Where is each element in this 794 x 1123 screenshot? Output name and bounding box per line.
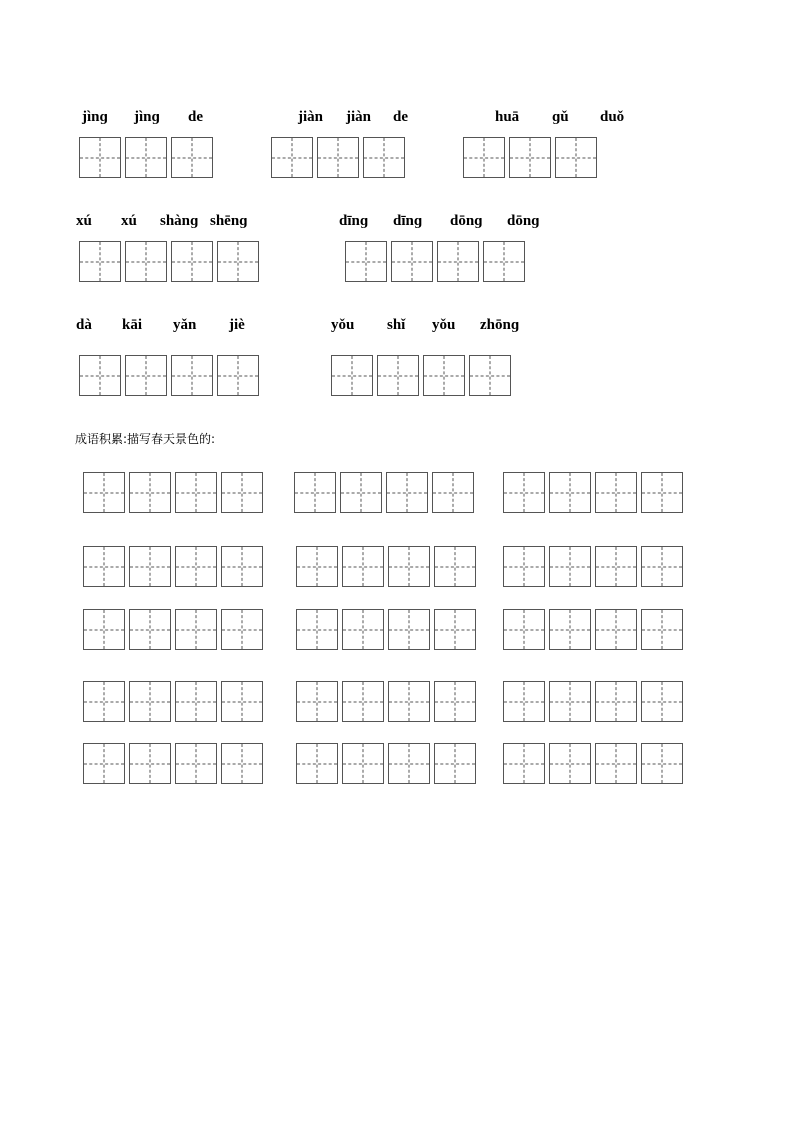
writing-grid-box[interactable] [549, 743, 591, 784]
writing-grid-box[interactable] [641, 609, 683, 650]
writing-grid-box[interactable] [437, 241, 479, 282]
writing-grid-box[interactable] [386, 472, 428, 513]
writing-grid-box[interactable] [271, 137, 313, 178]
idiom-box-group [503, 681, 683, 722]
writing-grid-box[interactable] [434, 743, 476, 784]
writing-grid-box[interactable] [129, 609, 171, 650]
writing-grid-box[interactable] [221, 743, 263, 784]
idiom-box-group [83, 609, 263, 650]
writing-grid-box[interactable] [129, 743, 171, 784]
writing-grid-box[interactable] [434, 681, 476, 722]
idiom-box-group [296, 743, 476, 784]
writing-grid-box[interactable] [221, 609, 263, 650]
pinyin-syllable: huā [495, 109, 520, 125]
writing-grid-box[interactable] [79, 241, 121, 282]
writing-grid-box[interactable] [549, 609, 591, 650]
writing-grid-box[interactable] [217, 241, 259, 282]
writing-grid-box[interactable] [595, 609, 637, 650]
writing-grid-box[interactable] [294, 472, 336, 513]
writing-grid-box[interactable] [345, 241, 387, 282]
writing-grid-box[interactable] [129, 472, 171, 513]
writing-grid-box[interactable] [391, 241, 433, 282]
pinyin-syllable: xú [121, 213, 137, 229]
idiom-box-group [296, 546, 476, 587]
writing-grid-box[interactable] [388, 609, 430, 650]
writing-grid-box[interactable] [483, 241, 525, 282]
pinyin-syllable: de [188, 109, 203, 125]
writing-box-group [331, 355, 511, 396]
writing-grid-box[interactable] [175, 609, 217, 650]
writing-grid-box[interactable] [175, 472, 217, 513]
writing-grid-box[interactable] [83, 546, 125, 587]
writing-box-group [79, 137, 213, 178]
writing-grid-box[interactable] [175, 681, 217, 722]
pinyin-syllable: jiè [229, 317, 245, 333]
writing-grid-box[interactable] [342, 681, 384, 722]
writing-grid-box[interactable] [125, 355, 167, 396]
writing-grid-box[interactable] [296, 743, 338, 784]
idiom-box-group [503, 472, 683, 513]
writing-grid-box[interactable] [377, 355, 419, 396]
writing-grid-box[interactable] [79, 355, 121, 396]
writing-grid-box[interactable] [175, 743, 217, 784]
writing-grid-box[interactable] [641, 743, 683, 784]
pinyin-syllable: shǐ [387, 317, 406, 333]
pinyin-syllable: jiàn [346, 109, 372, 125]
writing-grid-box[interactable] [432, 472, 474, 513]
pinyin-syllable: kāi [122, 317, 143, 333]
writing-grid-box[interactable] [595, 472, 637, 513]
writing-grid-box[interactable] [388, 743, 430, 784]
writing-box-group [345, 241, 525, 282]
pinyin-syllable: zhōnɡ [480, 317, 520, 333]
writing-grid-box[interactable] [342, 743, 384, 784]
writing-grid-box[interactable] [125, 241, 167, 282]
writing-grid-box[interactable] [423, 355, 465, 396]
writing-grid-box[interactable] [83, 681, 125, 722]
pinyin-syllable: dīnɡ [393, 213, 423, 229]
writing-grid-box[interactable] [83, 743, 125, 784]
idiom-box-group [503, 743, 683, 784]
writing-grid-box[interactable] [217, 355, 259, 396]
idiom-box-group [83, 472, 263, 513]
writing-grid-box[interactable] [641, 681, 683, 722]
writing-grid-box[interactable] [296, 609, 338, 650]
pinyin-syllable: shànɡ [160, 213, 199, 229]
writing-grid-box[interactable] [503, 546, 545, 587]
pinyin-syllable: jìnɡ [82, 109, 108, 125]
writing-grid-box[interactable] [79, 137, 121, 178]
writing-grid-box[interactable] [175, 546, 217, 587]
idiom-box-group [296, 681, 476, 722]
writing-grid-box[interactable] [125, 137, 167, 178]
writing-grid-box[interactable] [171, 241, 213, 282]
pinyin-syllable: dōnɡ [507, 213, 540, 229]
pinyin-syllable: yǎn [173, 317, 197, 333]
idiom-box-group [83, 546, 263, 587]
idiom-box-group [83, 743, 263, 784]
writing-grid-box[interactable] [221, 546, 263, 587]
idiom-box-group [294, 472, 474, 513]
writing-grid-box[interactable] [317, 137, 359, 178]
writing-grid-box[interactable] [171, 137, 213, 178]
pinyin-syllable: ɡǔ [552, 109, 569, 125]
writing-box-group [79, 355, 259, 396]
writing-grid-box[interactable] [221, 472, 263, 513]
writing-grid-box[interactable] [469, 355, 511, 396]
idiom-box-group [503, 546, 683, 587]
writing-grid-box[interactable] [83, 472, 125, 513]
pinyin-syllable: yǒu [331, 317, 355, 333]
writing-grid-box[interactable] [129, 681, 171, 722]
writing-grid-box[interactable] [129, 546, 171, 587]
idiom-box-group [83, 681, 263, 722]
writing-grid-box[interactable] [641, 472, 683, 513]
writing-grid-box[interactable] [503, 743, 545, 784]
pinyin-syllable: de [393, 109, 408, 125]
pinyin-syllable: dōnɡ [450, 213, 483, 229]
writing-grid-box[interactable] [595, 681, 637, 722]
idiom-box-group [296, 609, 476, 650]
writing-grid-box[interactable] [331, 355, 373, 396]
pinyin-syllable: jìnɡ [134, 109, 160, 125]
pinyin-syllable: dà [76, 317, 92, 333]
writing-grid-box[interactable] [549, 681, 591, 722]
idiom-box-group [503, 609, 683, 650]
writing-grid-box[interactable] [549, 546, 591, 587]
writing-grid-box[interactable] [221, 681, 263, 722]
writing-box-group [463, 137, 597, 178]
writing-grid-box[interactable] [171, 355, 213, 396]
idiom-section-label: 成语积累:描写春天景色的: [75, 432, 216, 446]
writing-grid-box[interactable] [342, 546, 384, 587]
pinyin-syllable: yǒu [432, 317, 456, 333]
writing-grid-box[interactable] [595, 743, 637, 784]
pinyin-syllable: shēnɡ [210, 213, 248, 229]
writing-grid-box[interactable] [509, 137, 551, 178]
writing-grid-box[interactable] [388, 681, 430, 722]
writing-grid-box[interactable] [641, 546, 683, 587]
writing-grid-box[interactable] [595, 546, 637, 587]
writing-grid-box[interactable] [503, 681, 545, 722]
writing-grid-box[interactable] [388, 546, 430, 587]
writing-box-group [79, 241, 259, 282]
writing-grid-box[interactable] [503, 609, 545, 650]
writing-grid-box[interactable] [555, 137, 597, 178]
writing-grid-box[interactable] [296, 546, 338, 587]
writing-grid-box[interactable] [296, 681, 338, 722]
pinyin-syllable: duǒ [600, 109, 625, 125]
writing-grid-box[interactable] [83, 609, 125, 650]
writing-grid-box[interactable] [340, 472, 382, 513]
pinyin-syllable: jiàn [298, 109, 324, 125]
pinyin-syllable: dīnɡ [339, 213, 369, 229]
writing-grid-box[interactable] [549, 472, 591, 513]
pinyin-syllable: xú [76, 213, 92, 229]
writing-grid-box[interactable] [363, 137, 405, 178]
writing-grid-box[interactable] [434, 609, 476, 650]
writing-grid-box[interactable] [503, 472, 545, 513]
writing-grid-box[interactable] [463, 137, 505, 178]
writing-grid-box[interactable] [434, 546, 476, 587]
writing-box-group [271, 137, 405, 178]
writing-grid-box[interactable] [342, 609, 384, 650]
